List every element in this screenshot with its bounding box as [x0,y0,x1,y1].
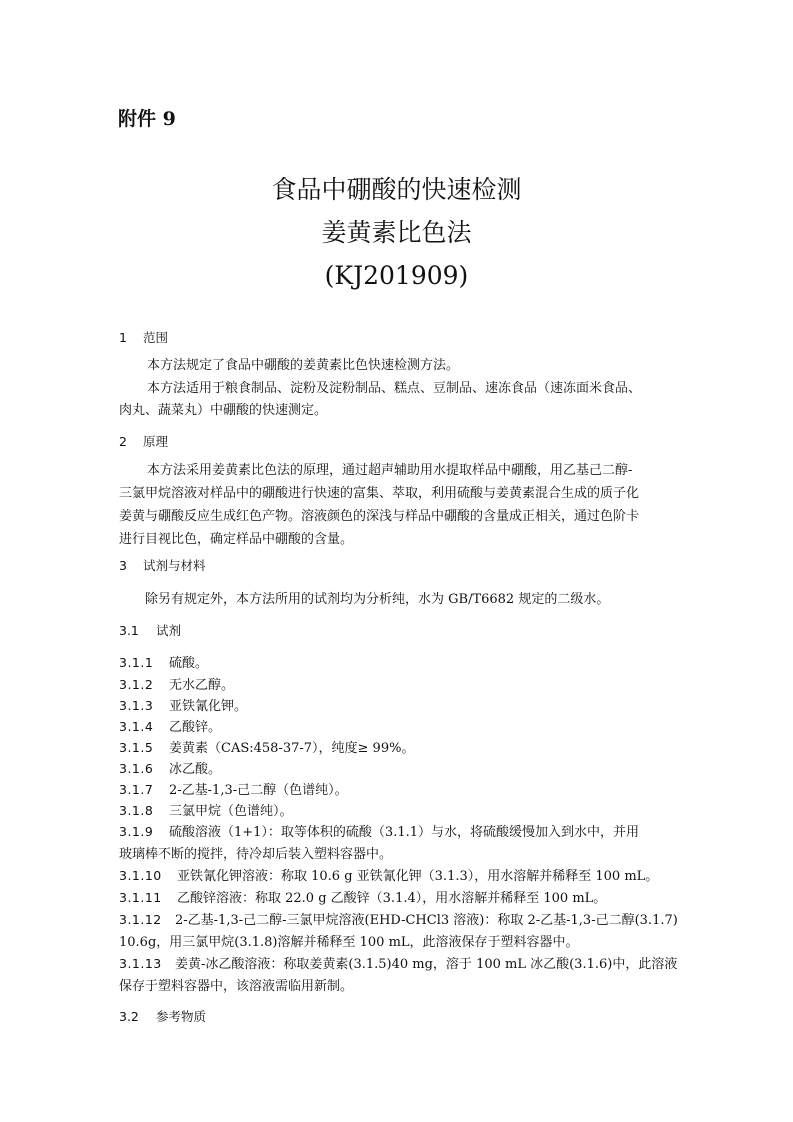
item-text: 亚铁氰化钾。 [169,699,248,714]
reagent-item [119,779,348,798]
item-number: 3.1.13 [119,956,162,971]
item-text: 姜黄素（CAS:458-37-7），纯度≥ 99%。 [169,741,415,756]
section-title: 范围 [143,330,169,345]
item-text: 亚铁氰化钾溶液：称取 10.6 g 亚铁氰化钾（3.1.3），用水溶解并稀释至 100 mL。 [177,869,659,884]
item-text: 硫酸溶液（1+1）：取等体积的硫酸（3.1.1）与水，将硫酸缓慢加入到水中，并用 [169,825,640,840]
item-text: 姜黄-冰乙酸溶液：称取姜黄素(3.1.5)40 mg，溶于 100 mL 冰乙酸(3.1.6)中，此溶液 [175,957,678,972]
item-number: 3.1.11 [119,890,162,905]
section-2-line-2: 三氯甲烷溶液对样品中的硼酸进行快速的富集、萃取，利用硫酸与姜黄素混合生成的质子化 [119,486,640,501]
section-2-line-4: 进行目视比色，确定样品中硼酸的含量。 [119,532,354,547]
section-number: 3 [119,558,127,573]
reagent-item [119,887,606,906]
item-text: 硫酸。 [169,656,209,671]
section-1-para-2-line-1: 本方法适用于粮食制品、淀粉及淀粉制品、糕点、豆制品、速冻食品（速冻面米食品、 [147,381,642,396]
item-number: 3.1.10 [119,868,162,883]
item-text: 无水乙醇。 [169,678,235,693]
title-line-1: 食品中硼酸的快速检测 [271,175,522,204]
reagent-item [119,737,414,756]
reagent-item [119,953,677,972]
item-text: 冰乙酸。 [169,762,222,777]
section-title: 参考物质 [156,1009,207,1024]
item-number: 3.1.1 [119,655,154,670]
item-number: 3.1.12 [119,912,162,927]
section-2-heading [119,432,168,450]
reagent-item [119,652,208,671]
reagent-item [119,865,658,884]
attachment-label: 附件 9 [118,108,176,130]
item-number: 3.1.7 [119,782,154,797]
section-2-line-1: 本方法采用姜黄素比色法的原理，通过超声辅助用水提取样品中硼酸，用乙基己二醇- [147,463,633,478]
section-1-para-1: 本方法规定了食品中硼酸的姜黄素比色快速检测方法。 [147,358,460,373]
item-text: 乙酸锌溶液：称取 22.0 g 乙酸锌（3.1.4），用水溶解并稀释至 100 mL。 [177,891,607,906]
section-number: 1 [119,330,127,345]
item-text: 三氯甲烷（色谱纯）。 [169,804,293,819]
section-number: 2 [119,434,127,449]
item-number: 3.1.5 [119,740,154,755]
section-1-para-2-line-2: 肉丸、蔬菜丸）中硼酸的快速测定。 [119,403,328,418]
item-number: 3.1.8 [119,803,154,818]
section-title: 试剂 [156,623,182,638]
section-3-heading [119,556,206,574]
item-number: 3.1.3 [119,698,154,713]
title-line-2: 姜黄素比色法 [321,218,472,247]
section-title: 试剂与材料 [143,558,206,573]
section-2-line-3: 姜黄与硼酸反应生成红色产物。溶液颜色的深浅与样品中硼酸的含量成正相关，通过色阶卡 [119,509,640,524]
section-3-1-heading [119,621,181,639]
item-number: 3.1.6 [119,761,154,776]
reagent-item [119,674,234,693]
item-text: 乙酸锌。 [169,720,222,735]
reagent-item [119,909,678,928]
section-1-heading [119,328,168,346]
section-number: 3.2 [119,1009,139,1024]
item-number: 3.1.2 [119,677,154,692]
item-text: 2-乙基-1,3-己二醇（色谱纯）。 [169,783,348,798]
reagent-item [119,800,293,819]
item-number: 3.1.4 [119,719,154,734]
section-number: 3.1 [119,623,139,638]
reagent-item-continuation: 玻璃棒不断的搅拌，待冷却后装入塑料容器中。 [119,847,393,862]
reagent-item-continuation: 10.6g，用三氯甲烷(3.1.8)溶解并稀释至 100 mL，此溶液保存于塑料容器中。 [119,935,579,950]
reagent-item [119,821,639,840]
reagent-item [119,695,247,714]
reagent-item [119,758,221,777]
reagent-item [119,716,221,735]
reagent-item-continuation: 保存于塑料容器中，该溶液需临用新制。 [119,979,354,994]
section-title: 原理 [143,434,169,449]
item-number: 3.1.9 [119,824,154,839]
section-3-2-heading [119,1007,206,1025]
title-line-3: (KJ201909) [324,261,469,290]
section-3-para-1: 除另有规定外，本方法所用的试剂均为分析纯，水为 GB/T6682 规定的二级水。 [145,592,610,607]
item-text: 2-乙基-1,3-己二醇-三氯甲烷溶液(EHD-CHCl3 溶液)：称取 2-乙基-1,3-己二醇(3.1.7) [175,913,678,928]
